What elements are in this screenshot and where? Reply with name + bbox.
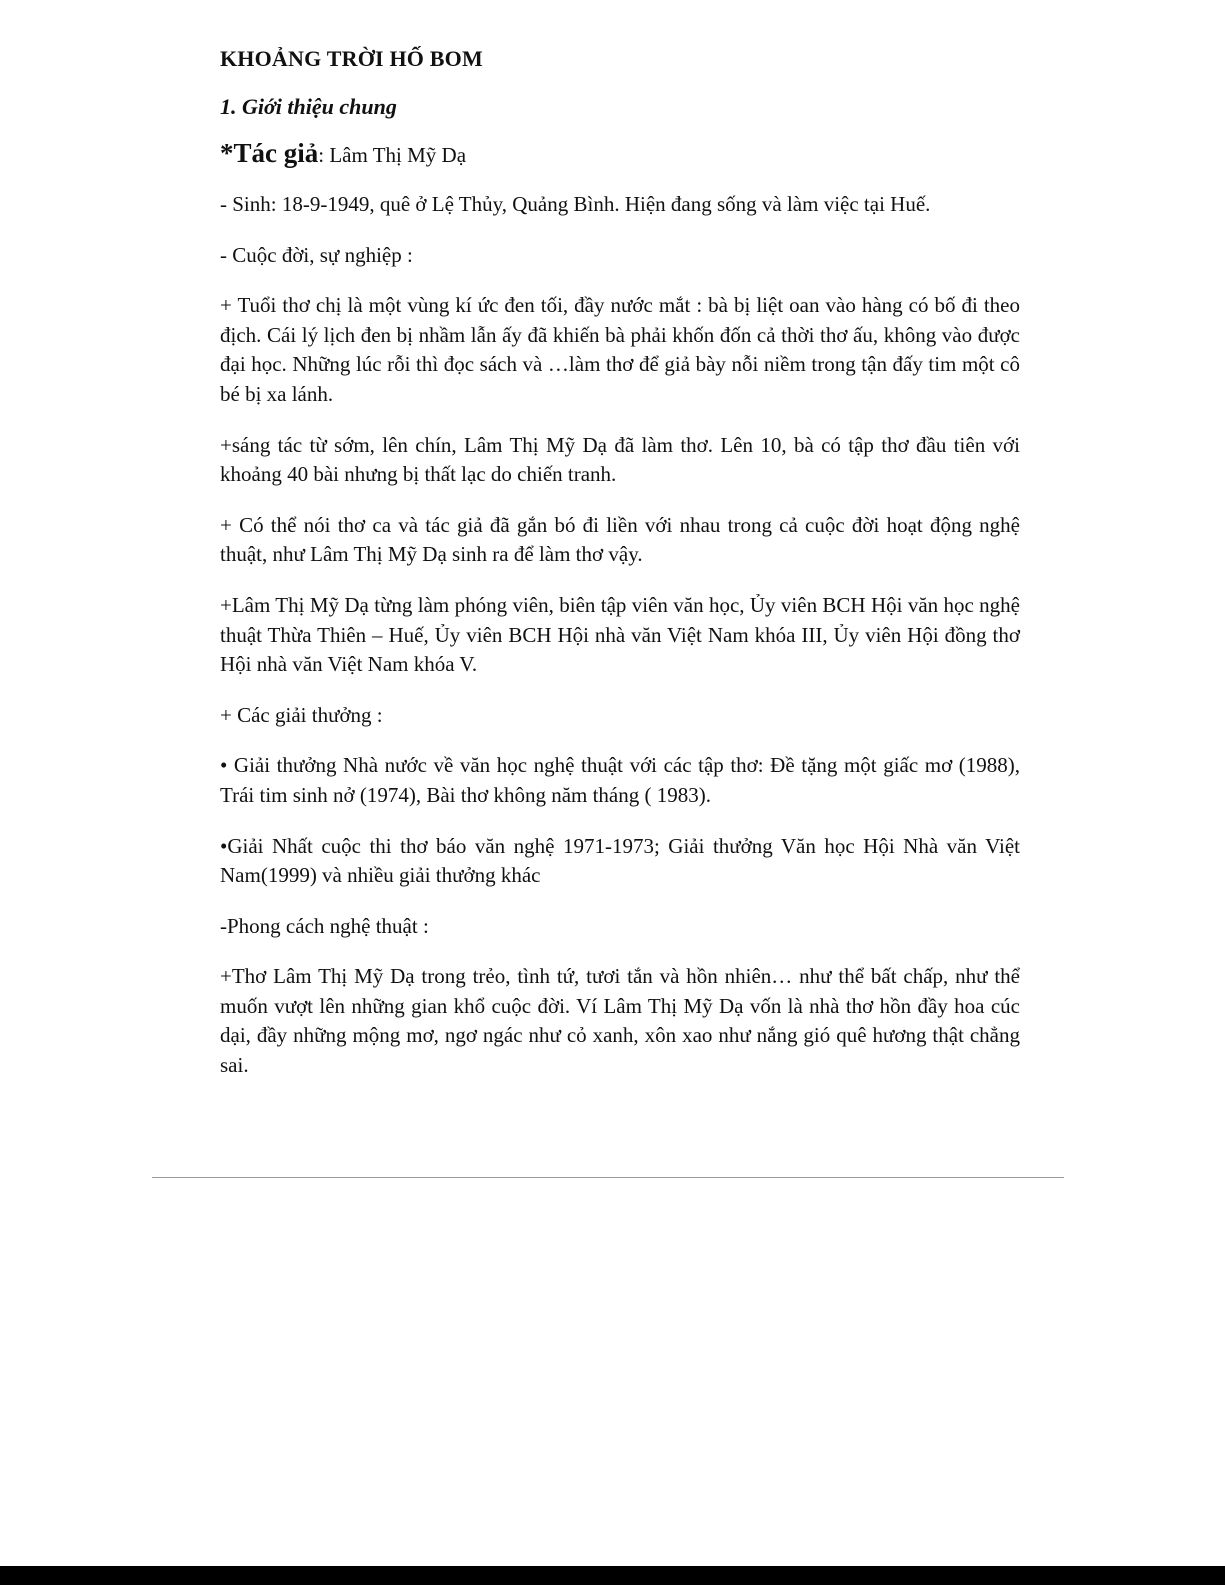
- paragraph-childhood: + Tuổi thơ chị là một vùng kí ức đen tối, đầy nước mắt : bà bị liệt oan vào hàng có bố đi theo địch. Cái lý lịch đen bị nhầm lẫn ấy đã khiến bà phải khốn đốn cả thời thơ ấu, không vào được đại học. Những lúc rỗi thì đọc sách và …làm thơ để giả bày nỗi niềm trong tận đấy tim một cô bé bị xa lánh.: [220, 293, 1020, 406]
- paragraph-life-career-heading: - Cuộc đời, sự nghiệp :: [220, 242, 413, 267]
- document-content: [220, 44, 1020, 1102]
- document-title: KHOẢNG TRỜI HỐ BOM: [220, 46, 483, 71]
- paragraph-poetry-life: + Có thể nói thơ ca và tác giả đã gắn bó đi liền với nhau trong cả cuộc đời hoạt động nghệ thuật, như Lâm Thị Mỹ Dạ sinh ra để làm thơ vậy.: [220, 512, 1020, 567]
- paragraph-awards-heading: + Các giải thưởng :: [220, 702, 383, 727]
- section-heading: 1. Giới thiệu chung: [220, 94, 397, 119]
- author-name: Lâm Thị Mỹ Dạ: [324, 143, 467, 167]
- paragraph-early-writing: +sáng tác từ sớm, lên chín, Lâm Thị Mỹ Dạ đã làm thơ. Lên 10, bà có tập thơ đầu tiên với khoảng 40 bài nhưng bị thất lạc do chiến tranh.: [220, 432, 1020, 487]
- paragraph-style: +Thơ Lâm Thị Mỹ Dạ trong trẻo, tình tứ, tươi tắn và hồn nhiên… như thể bất chấp, như thể muốn vượt lên những gian khổ cuộc đời. Ví Lâm Thị Mỹ Dạ vốn là nhà thơ hồn đầy hoa cúc dại, đầy những mộng mơ, ngơ ngác như cỏ xanh, xôn xao như nắng gió quê hương thật chẳng sai.: [220, 964, 1020, 1078]
- paragraph-birth: - Sinh: 18-9-1949, quê ở Lệ Thủy, Quảng Bình. Hiện đang sống và làm việc tại Huế.: [220, 192, 931, 216]
- bottom-edge-bar: [0, 1566, 1225, 1585]
- paragraph-positions: +Lâm Thị Mỹ Dạ từng làm phóng viên, biên tập viên văn học, Ủy viên BCH Hội văn học nghệ thuật Thừa Thiên – Huế, Ủy viên BCH Hội nhà văn Việt Nam khóa III, Ủy viên Hội đồng thơ Hội nhà văn Việt Nam khóa V.: [220, 592, 1020, 677]
- page-divider: [152, 1177, 1064, 1178]
- author-line: [220, 136, 1020, 172]
- paragraph-style-heading: -Phong cách nghệ thuật :: [220, 913, 429, 938]
- author-label: *Tác giả: [220, 138, 319, 168]
- author-separator: :: [318, 143, 325, 167]
- paragraph-award-state: • Giải thưởng Nhà nước về văn học nghệ thuật với các tập thơ: Đề tặng một giấc mơ (1988), Trái tim sinh nở (1974), Bài thơ không năm tháng ( 1983).: [220, 753, 1020, 807]
- paragraph-award-first-prize: •Giải Nhất cuộc thi thơ báo văn nghệ 1971-1973; Giải thưởng Văn học Hội Nhà văn Việt Nam(1999) và nhiều giải thưởng khác: [220, 833, 1020, 888]
